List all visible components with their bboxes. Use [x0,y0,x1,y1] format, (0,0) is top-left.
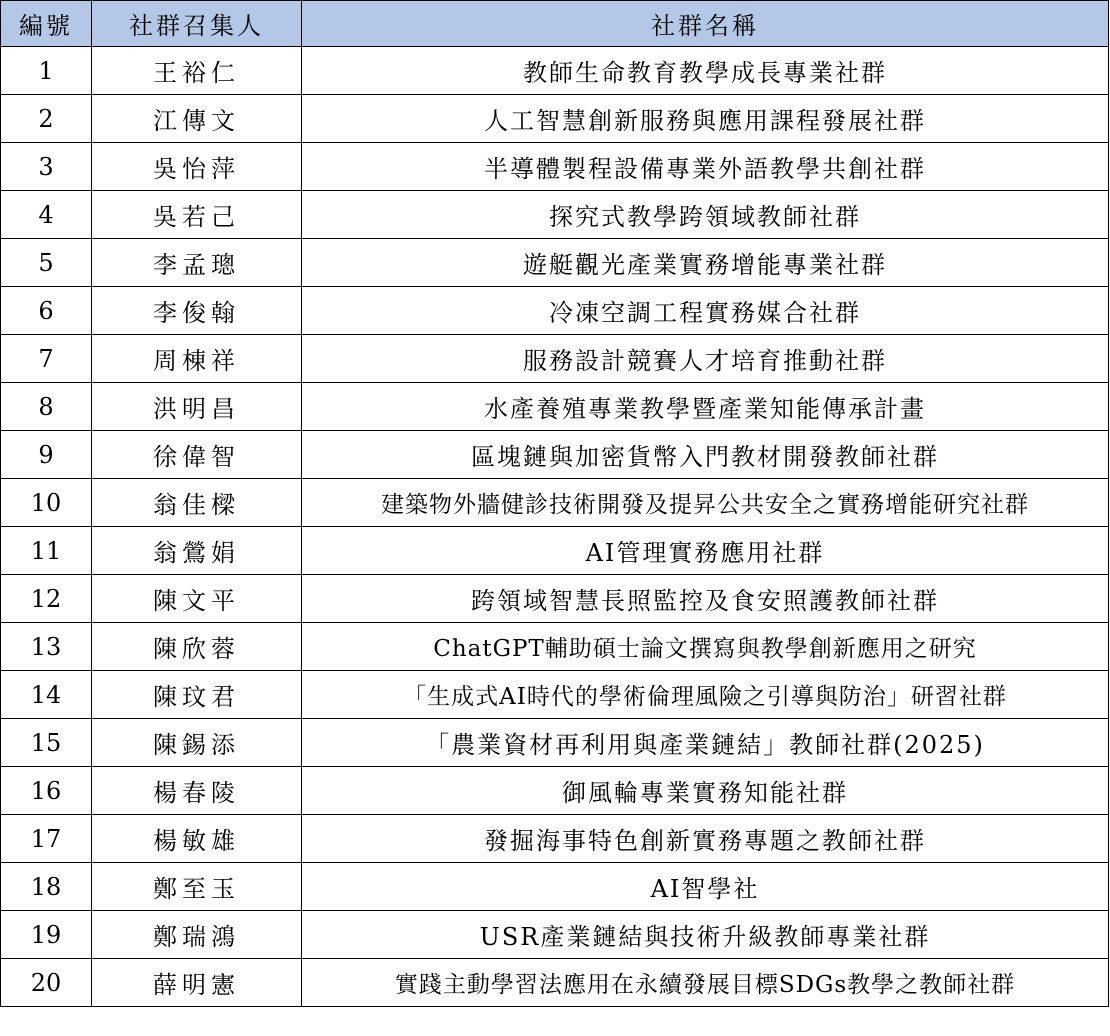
row-community-name: 御風輪專業實務知能社群 [302,767,1109,815]
row-community-name: 冷凍空調工程實務媒合社群 [302,287,1109,335]
table-row [1,191,1109,239]
row-number: 17 [1,815,92,863]
row-community-name: 遊艇觀光產業實務增能專業社群 [302,239,1109,287]
row-convener: 陳欣蓉 [92,623,302,671]
row-convener: 周棟祥 [92,335,302,383]
row-number: 4 [1,191,92,239]
row-convener: 洪明昌 [92,383,302,431]
row-convener: 陳錫添 [92,719,302,767]
row-number: 3 [1,143,92,191]
row-number: 5 [1,239,92,287]
row-community-name: 實踐主動學習法應用在永續發展目標SDGs教學之教師社群 [302,959,1109,1007]
row-convener: 陳玟君 [92,671,302,719]
table-row [1,719,1109,767]
row-community-name: 區塊鏈與加密貨幣入門教材開發教師社群 [302,431,1109,479]
header-row [1,1,1109,47]
row-convener: 楊春陵 [92,767,302,815]
table-row [1,767,1109,815]
table-body [1,47,1109,1007]
row-convener: 王裕仁 [92,47,302,95]
row-number: 9 [1,431,92,479]
row-convener: 吳若己 [92,191,302,239]
table-row [1,143,1109,191]
row-community-name: 人工智慧創新服務與應用課程發展社群 [302,95,1109,143]
row-community-name: 服務設計競賽人才培育推動社群 [302,335,1109,383]
row-number: 6 [1,287,92,335]
row-community-name: 跨領域智慧長照監控及食安照護教師社群 [302,575,1109,623]
row-number: 11 [1,527,92,575]
row-number: 7 [1,335,92,383]
header-community-name: 社群名稱 [302,1,1109,47]
row-number: 20 [1,959,92,1007]
table-header [1,1,1109,47]
row-convener: 鄭至玉 [92,863,302,911]
row-convener: 李俊翰 [92,287,302,335]
table-row [1,671,1109,719]
row-community-name: 「生成式AI時代的學術倫理風險之引導與防治」研習社群 [302,671,1109,719]
table-row [1,911,1109,959]
row-community-name: 發掘海事特色創新實務專題之教師社群 [302,815,1109,863]
row-number: 19 [1,911,92,959]
row-convener: 楊敏雄 [92,815,302,863]
table-row [1,815,1109,863]
table-row [1,239,1109,287]
row-number: 1 [1,47,92,95]
table-row [1,623,1109,671]
row-community-name: 探究式教學跨領域教師社群 [302,191,1109,239]
row-convener: 陳文平 [92,575,302,623]
row-community-name: AI管理實務應用社群 [302,527,1109,575]
row-convener: 薛明憲 [92,959,302,1007]
table-row [1,575,1109,623]
table-row [1,863,1109,911]
row-convener: 江傳文 [92,95,302,143]
row-number: 8 [1,383,92,431]
row-community-name: 教師生命教育教學成長專業社群 [302,47,1109,95]
row-convener: 翁佳樑 [92,479,302,527]
row-number: 14 [1,671,92,719]
table-row [1,431,1109,479]
table-row [1,287,1109,335]
row-convener: 吳怡萍 [92,143,302,191]
header-number: 編號 [1,1,92,47]
row-community-name: 「農業資材再利用與產業鏈結」教師社群(2025) [302,719,1109,767]
table-row [1,335,1109,383]
row-community-name: AI智學社 [302,863,1109,911]
row-number: 13 [1,623,92,671]
table-row [1,95,1109,143]
table-row [1,527,1109,575]
row-number: 16 [1,767,92,815]
table-row [1,959,1109,1007]
table-row [1,47,1109,95]
row-convener: 李孟璁 [92,239,302,287]
row-community-name: 水產養殖專業教學暨產業知能傳承計畫 [302,383,1109,431]
table-row [1,479,1109,527]
row-number: 15 [1,719,92,767]
row-convener: 翁鶯娟 [92,527,302,575]
table-row [1,383,1109,431]
header-convener: 社群召集人 [92,1,302,47]
row-community-name: 半導體製程設備專業外語教學共創社群 [302,143,1109,191]
row-community-name: ChatGPT輔助碩士論文撰寫與教學創新應用之研究 [302,623,1109,671]
row-convener: 鄭瑞鴻 [92,911,302,959]
row-number: 12 [1,575,92,623]
row-number: 10 [1,479,92,527]
row-number: 18 [1,863,92,911]
row-number: 2 [1,95,92,143]
row-convener: 徐偉智 [92,431,302,479]
row-community-name: USR產業鏈結與技術升級教師專業社群 [302,911,1109,959]
row-community-name: 建築物外牆健診技術開發及提昇公共安全之實務增能研究社群 [302,479,1109,527]
